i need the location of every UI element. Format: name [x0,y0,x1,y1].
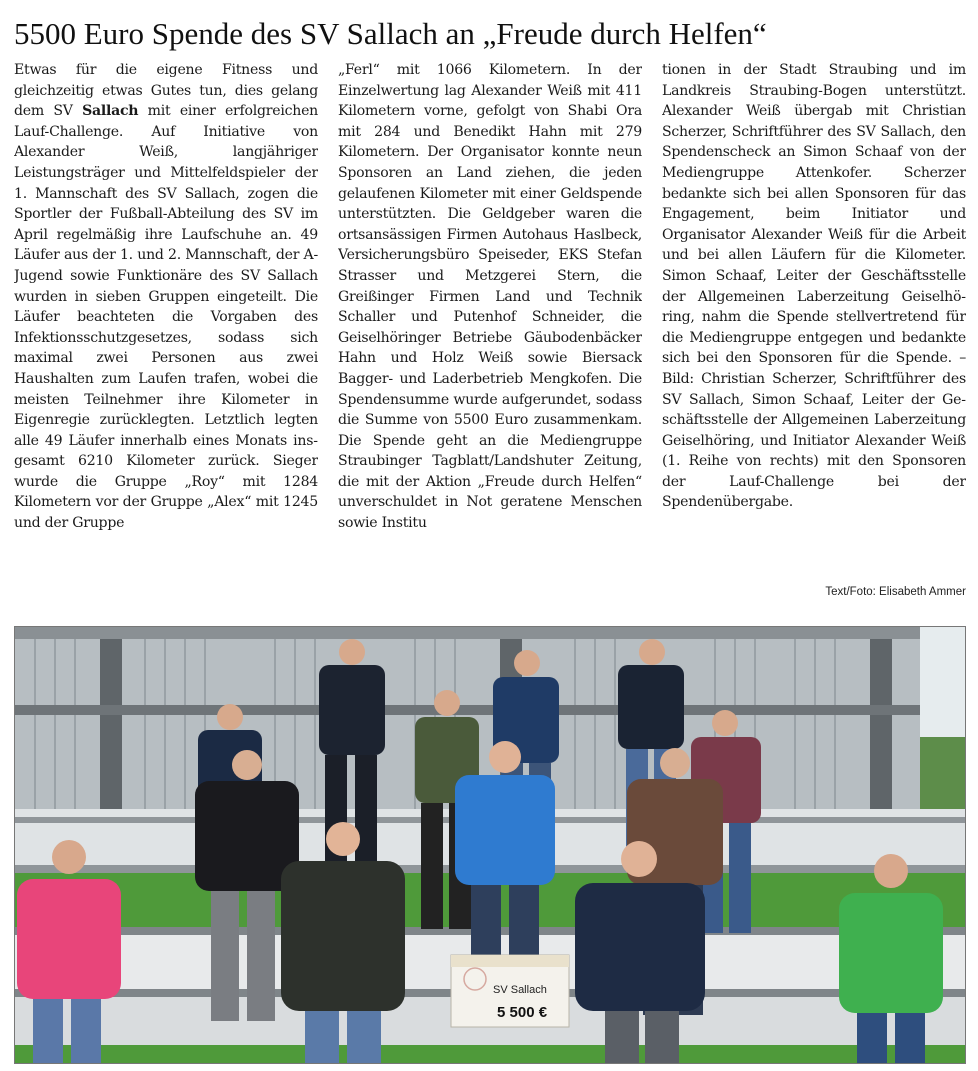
check-recipient: SV Sallach [493,984,547,996]
article-body [14,60,966,608]
group-photo-illustration [15,627,965,1063]
column-1-text-b: mit einer erfolgreichen Lauf-Challenge. Auf Initiative von Alexander Weiß, langjähriger Leistungsträger und Mittelfeldspieler der 1. Mannschaft des SV Sallach, zogen die Sportler der Fußball-Abteilung des SV im April regelmäßig ihre Laufschuhe an. 49 Läufer aus der 1. und 2. Mannschaft, der A-Jugend sowie Funktionäre des SV Sallach wurden in sieben Gruppen eingeteilt. Die Läufer beachteten die Vorgaben des Infektionsschutzgesetzes, sodass sich maximal zwei Personen aus zwei Haushalten zum Laufen trafen, wobei die meisten Teilnehmer ihre Kilometer in Eigenregie zurücklegten. Letztlich legten alle 49 Läufer innerhalb eines Monats insgesamt 6210 Kilometer zurück. Sieger wurde die Gruppe „Roy“ mit 1284 Kilometern vor der Gruppe „Alex“ mit 1245 und der Gruppe [14,103,318,532]
column-1-text-a: Etwas für die eigene Fitness und gleichzeitig etwas Gutes tun, dies gelang dem SV [14,62,318,120]
column-2-text: „Ferl“ mit 1066 Kilometern. In der Einzelwertung lag Alexander Weiß mit 411 Kilometern vorne, gefolgt von Shabi Ora mit 284 und Benedikt Hahn mit 279 Kilometern. Der Organisator konnte neun Sponsoren an Land ziehen, die jeden gelaufenen Kilometer mit einer Geldspende unterstützten. Die Geldgeber waren die ortsansässigen Firmen Autohaus Haslbeck, Versicherungsbüro Speiseder, EKS Stefan Strasser und Metzgerei Stern, die Greißinger Firmen Land und Technik Schaller und Putenhof Schneider, die Geiselhöringer Betriebe Gäubodenbäcker Hahn und Holz Weiß sowie Biersack Bagger- und Laderbetrieb Mengkofen. Die Spendensumme wurde aufgerundet, sodass die Summe von 5500 Euro zusammenkam. Die Spende geht an die Mediengruppe Straubinger Tagblatt/Landshuter Zeitung, die mit der Aktion „Freude durch Helfen“ unverschuldet in Not geratene Menschen sowie Institu [338,62,642,532]
column-1-bold-club: Sallach [82,103,139,120]
column-1 [14,60,318,608]
headline: 5500 Euro Spende des SV Sallach an „Freude durch Helfen“ [14,16,767,51]
column-3-text: tionen in der Stadt Straubing und im Landkreis Straubing-Bogen unterstützt. Alexander Weiß übergab mit Christian Scherzer, Schriftführer des SV Sallach, den Spendenscheck an Simon Schaaf von der Mediengruppe Attenkofer. Scherzer bedankte sich bei allen Sponsoren für das Engagement, beim Initiator und Organisator Alexander Weiß für die Arbeit und bei allen Läufern für die Kilometer. Simon Schaaf, Leiter der Geschäftsstelle der Allgemeinen Laberzeitung Geiselhöring, nahm die Spende stellvertretend für die Mediengruppe entgegen und bedankte sich bei den Sponsoren für die Spende. – Bild: Christian Scherzer, Schriftführer des SV Sallach, Simon Schaaf, Leiter der Geschäftsstelle der Allgemeinen Laberzeitung Geiselhöring, und Initiator Alexander Weiß (1. Reihe von rechts) mit den Sponsoren der Lauf-Challenge bei der Spendenübergabe. [662,62,966,511]
group-photo [14,626,966,1064]
column-3 [662,60,966,608]
photo-credit: Text/Foto: Elisabeth Ammer [825,586,966,598]
check-amount: 5 500 € [497,1004,548,1021]
column-2 [338,60,642,608]
